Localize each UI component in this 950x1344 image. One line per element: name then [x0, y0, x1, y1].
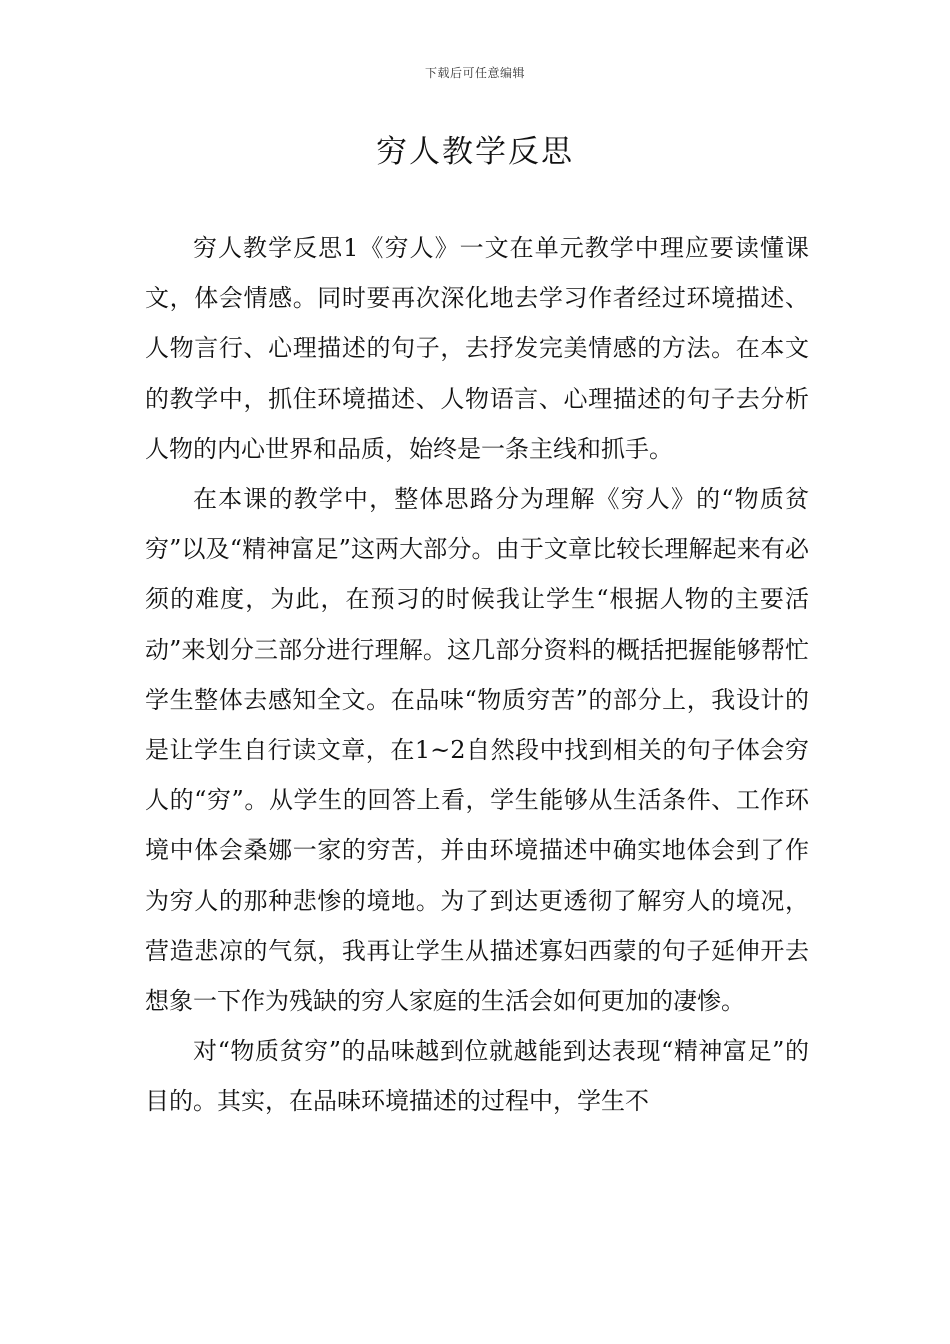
document-title: 穷人教学反思 — [376, 134, 574, 170]
paragraph-2: 在本课的教学中，整体思路分为理解《穷人》的“物质贫穷”以及“精神富足”这两大部分。由于文章比较长理解起来有必须的难度，为此，在预习的时候我让学生“根据人物的主要活动”来划分三部分进行理解。这几部分资料的概括把握能够帮忙学生整体去感知全文。在品味“物质穷苦”的部分上，我设计的是让学生自行读文章，在1~2自然段中找到相关的句子体会穷人的“穷”。从学生的回答上看，学生能够从生活条件、工作环境中体会桑娜一家的穷苦，并由环境描述中确实地体会到了作为穷人的那种悲惨的境地。为了到达更透彻了解穷人的境况，营造悲凉的气氛，我再让学生从描述寡妇西蒙的句子延伸开去想象一下作为残缺的穷人家庭的生活会如何更加的凄惨。 — [145, 485, 809, 1016]
paragraph-1: 穷人教学反思1《穷人》一文在单元教学中理应要读懂课文，体会情感。同时要再次深化地去学习作者经过环境描述、人物言行、心理描述的句子，去抒发完美情感的方法。在本文的教学中，抓住环境描述、人物语言、心理描述的句子去分析人物的内心世界和品质，始终是一条主线和抓手。 — [145, 234, 809, 463]
paragraph-3: 对“物质贫穷”的品味越到位就越能到达表现“精神富足”的目的。其实，在品味环境描述的过程中，学生不 — [145, 1037, 809, 1116]
page-header: 下载后可任意编辑 — [424, 66, 525, 80]
document-body — [145, 223, 809, 1127]
